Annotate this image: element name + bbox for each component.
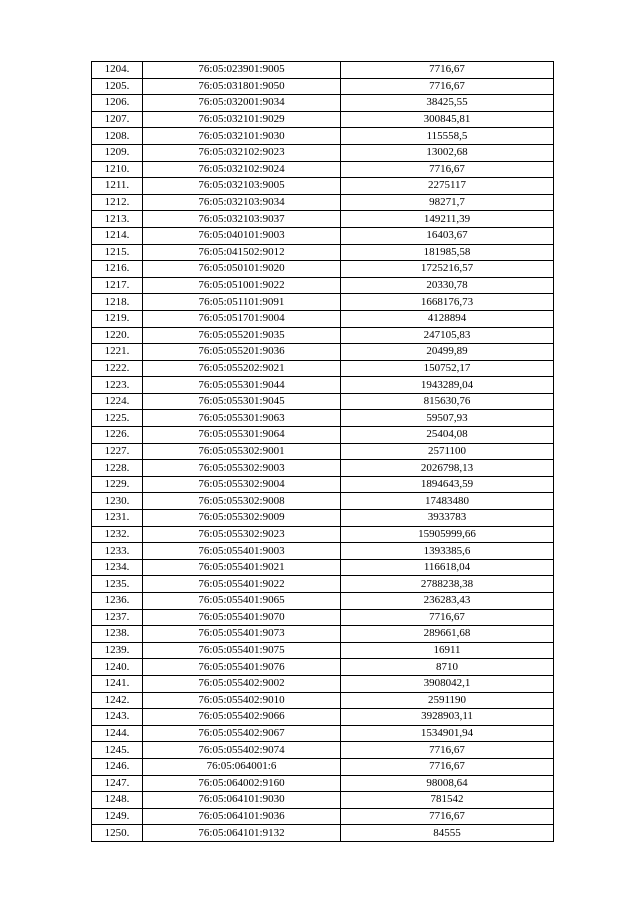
row-number-cell: 1232. xyxy=(92,526,143,543)
row-number-cell: 1245. xyxy=(92,742,143,759)
cadastral-value-cell: 289661,68 xyxy=(341,626,554,643)
cadastral-number-cell: 76:05:055401:9073 xyxy=(143,626,341,643)
cadastral-number-cell: 76:05:055301:9064 xyxy=(143,427,341,444)
row-number-cell: 1233. xyxy=(92,543,143,560)
table-row xyxy=(92,576,554,593)
cadastral-value-cell: 3933783 xyxy=(341,510,554,527)
cadastral-number-cell: 76:05:051101:9091 xyxy=(143,294,341,311)
row-number-cell: 1238. xyxy=(92,626,143,643)
cadastral-number-cell: 76:05:055402:9010 xyxy=(143,692,341,709)
row-number-cell: 1222. xyxy=(92,360,143,377)
table-row xyxy=(92,709,554,726)
cadastral-number-cell: 76:05:055401:9070 xyxy=(143,609,341,626)
cadastral-value-cell: 25404,08 xyxy=(341,427,554,444)
cadastral-number-cell: 76:05:055402:9074 xyxy=(143,742,341,759)
cadastral-value-cell: 2591190 xyxy=(341,692,554,709)
table-row xyxy=(92,692,554,709)
cadastral-number-cell: 76:05:055301:9045 xyxy=(143,393,341,410)
table-row xyxy=(92,559,554,576)
cadastral-value-cell: 3908042,1 xyxy=(341,675,554,692)
cadastral-value-cell: 17483480 xyxy=(341,493,554,510)
table-row xyxy=(92,526,554,543)
row-number-cell: 1235. xyxy=(92,576,143,593)
cadastral-number-cell: 76:05:055302:9009 xyxy=(143,510,341,527)
cadastral-value-cell: 1725216,57 xyxy=(341,261,554,278)
row-number-cell: 1206. xyxy=(92,95,143,112)
row-number-cell: 1216. xyxy=(92,261,143,278)
row-number-cell: 1224. xyxy=(92,393,143,410)
row-number-cell: 1231. xyxy=(92,510,143,527)
row-number-cell: 1247. xyxy=(92,775,143,792)
table-row xyxy=(92,211,554,228)
table-row xyxy=(92,344,554,361)
cadastral-number-cell: 76:05:055401:9076 xyxy=(143,659,341,676)
cadastral-number-cell: 76:05:055302:9001 xyxy=(143,443,341,460)
cadastral-number-cell: 76:05:055401:9065 xyxy=(143,593,341,610)
cadastral-number-cell: 76:05:055302:9023 xyxy=(143,526,341,543)
cadastral-value-cell: 2788238,38 xyxy=(341,576,554,593)
table-row xyxy=(92,161,554,178)
row-number-cell: 1210. xyxy=(92,161,143,178)
cadastral-value-cell: 20499,89 xyxy=(341,344,554,361)
table-row xyxy=(92,808,554,825)
cadastral-value-cell: 236283,43 xyxy=(341,593,554,610)
table-row xyxy=(92,825,554,842)
cadastral-value-cell: 7716,67 xyxy=(341,742,554,759)
cadastral-number-cell: 76:05:032103:9005 xyxy=(143,178,341,195)
row-number-cell: 1244. xyxy=(92,725,143,742)
table-row xyxy=(92,675,554,692)
row-number-cell: 1240. xyxy=(92,659,143,676)
cadastral-value-cell: 13002,68 xyxy=(341,144,554,161)
table-row xyxy=(92,626,554,643)
cadastral-value-table xyxy=(91,61,554,842)
table-row xyxy=(92,510,554,527)
cadastral-number-cell: 76:05:055202:9021 xyxy=(143,360,341,377)
cadastral-value-cell: 98008,64 xyxy=(341,775,554,792)
cadastral-number-cell: 76:05:040101:9003 xyxy=(143,227,341,244)
row-number-cell: 1250. xyxy=(92,825,143,842)
cadastral-number-cell: 76:05:055201:9036 xyxy=(143,344,341,361)
cadastral-number-cell: 76:05:032103:9034 xyxy=(143,194,341,211)
row-number-cell: 1239. xyxy=(92,642,143,659)
row-number-cell: 1205. xyxy=(92,78,143,95)
table-row xyxy=(92,410,554,427)
table-row xyxy=(92,642,554,659)
cadastral-number-cell: 76:05:032103:9037 xyxy=(143,211,341,228)
cadastral-value-cell: 7716,67 xyxy=(341,161,554,178)
cadastral-number-cell: 76:05:064101:9030 xyxy=(143,792,341,809)
cadastral-value-cell: 7716,67 xyxy=(341,609,554,626)
cadastral-value-cell: 16403,67 xyxy=(341,227,554,244)
cadastral-value-cell: 2026798,13 xyxy=(341,460,554,477)
table-row xyxy=(92,310,554,327)
cadastral-value-cell: 300845,81 xyxy=(341,111,554,128)
row-number-cell: 1220. xyxy=(92,327,143,344)
cadastral-value-cell: 181985,58 xyxy=(341,244,554,261)
table-row xyxy=(92,460,554,477)
table-row xyxy=(92,393,554,410)
cadastral-value-cell: 7716,67 xyxy=(341,808,554,825)
row-number-cell: 1219. xyxy=(92,310,143,327)
table-row xyxy=(92,194,554,211)
row-number-cell: 1241. xyxy=(92,675,143,692)
row-number-cell: 1214. xyxy=(92,227,143,244)
cadastral-value-cell: 247105,83 xyxy=(341,327,554,344)
cadastral-value-cell: 7716,67 xyxy=(341,62,554,79)
cadastral-number-cell: 76:05:050101:9020 xyxy=(143,261,341,278)
cadastral-number-cell: 76:05:055301:9063 xyxy=(143,410,341,427)
row-number-cell: 1209. xyxy=(92,144,143,161)
row-number-cell: 1227. xyxy=(92,443,143,460)
cadastral-number-cell: 76:05:032001:9034 xyxy=(143,95,341,112)
table-row xyxy=(92,758,554,775)
cadastral-number-cell: 76:05:055302:9003 xyxy=(143,460,341,477)
row-number-cell: 1207. xyxy=(92,111,143,128)
cadastral-value-cell: 4128894 xyxy=(341,310,554,327)
cadastral-value-cell: 16911 xyxy=(341,642,554,659)
cadastral-value-cell: 7716,67 xyxy=(341,758,554,775)
cadastral-value-cell: 98271,7 xyxy=(341,194,554,211)
row-number-cell: 1208. xyxy=(92,128,143,145)
cadastral-number-cell: 76:05:055402:9002 xyxy=(143,675,341,692)
row-number-cell: 1221. xyxy=(92,344,143,361)
table-row xyxy=(92,725,554,742)
row-number-cell: 1223. xyxy=(92,377,143,394)
cadastral-number-cell: 76:05:055402:9067 xyxy=(143,725,341,742)
row-number-cell: 1249. xyxy=(92,808,143,825)
cadastral-number-cell: 76:05:055401:9075 xyxy=(143,642,341,659)
row-number-cell: 1213. xyxy=(92,211,143,228)
row-number-cell: 1217. xyxy=(92,277,143,294)
cadastral-value-cell: 15905999,66 xyxy=(341,526,554,543)
cadastral-number-cell: 76:05:055402:9066 xyxy=(143,709,341,726)
cadastral-number-cell: 76:05:051001:9022 xyxy=(143,277,341,294)
cadastral-value-cell: 2571100 xyxy=(341,443,554,460)
table-row xyxy=(92,261,554,278)
cadastral-value-cell: 150752,17 xyxy=(341,360,554,377)
table-row xyxy=(92,377,554,394)
cadastral-number-cell: 76:05:064002:9160 xyxy=(143,775,341,792)
cadastral-value-cell: 149211,39 xyxy=(341,211,554,228)
cadastral-value-cell: 1534901,94 xyxy=(341,725,554,742)
cadastral-number-cell: 76:05:051701:9004 xyxy=(143,310,341,327)
cadastral-value-cell: 815630,76 xyxy=(341,393,554,410)
table-body xyxy=(92,62,554,842)
table-row xyxy=(92,95,554,112)
cadastral-number-cell: 76:05:032101:9029 xyxy=(143,111,341,128)
cadastral-number-cell: 76:05:023901:9005 xyxy=(143,62,341,79)
row-number-cell: 1236. xyxy=(92,593,143,610)
row-number-cell: 1248. xyxy=(92,792,143,809)
cadastral-value-cell: 59507,93 xyxy=(341,410,554,427)
cadastral-number-cell: 76:05:055401:9021 xyxy=(143,559,341,576)
table-row xyxy=(92,659,554,676)
row-number-cell: 1215. xyxy=(92,244,143,261)
cadastral-value-cell: 1668176,73 xyxy=(341,294,554,311)
row-number-cell: 1243. xyxy=(92,709,143,726)
row-number-cell: 1234. xyxy=(92,559,143,576)
cadastral-value-cell: 7716,67 xyxy=(341,78,554,95)
cadastral-number-cell: 76:05:064101:9036 xyxy=(143,808,341,825)
row-number-cell: 1242. xyxy=(92,692,143,709)
cadastral-value-cell: 781542 xyxy=(341,792,554,809)
cadastral-value-cell: 20330,78 xyxy=(341,277,554,294)
table-row xyxy=(92,593,554,610)
cadastral-number-cell: 76:05:055302:9008 xyxy=(143,493,341,510)
cadastral-number-cell: 76:05:032102:9024 xyxy=(143,161,341,178)
row-number-cell: 1229. xyxy=(92,476,143,493)
table-row xyxy=(92,775,554,792)
table-row xyxy=(92,277,554,294)
table-row xyxy=(92,78,554,95)
row-number-cell: 1225. xyxy=(92,410,143,427)
cadastral-number-cell: 76:05:055401:9003 xyxy=(143,543,341,560)
cadastral-value-cell: 8710 xyxy=(341,659,554,676)
table-row xyxy=(92,294,554,311)
cadastral-number-cell: 76:05:064101:9132 xyxy=(143,825,341,842)
table-row xyxy=(92,360,554,377)
cadastral-value-cell: 1393385,6 xyxy=(341,543,554,560)
table-row xyxy=(92,178,554,195)
cadastral-value-cell: 115558,5 xyxy=(341,128,554,145)
row-number-cell: 1230. xyxy=(92,493,143,510)
cadastral-number-cell: 76:05:032102:9023 xyxy=(143,144,341,161)
cadastral-number-cell: 76:05:055301:9044 xyxy=(143,377,341,394)
cadastral-number-cell: 76:05:055302:9004 xyxy=(143,476,341,493)
cadastral-number-cell: 76:05:031801:9050 xyxy=(143,78,341,95)
row-number-cell: 1211. xyxy=(92,178,143,195)
cadastral-value-cell: 116618,04 xyxy=(341,559,554,576)
row-number-cell: 1237. xyxy=(92,609,143,626)
table-row xyxy=(92,443,554,460)
cadastral-number-cell: 76:05:055201:9035 xyxy=(143,327,341,344)
table-row xyxy=(92,144,554,161)
cadastral-value-cell: 2275117 xyxy=(341,178,554,195)
table-row xyxy=(92,609,554,626)
table-row xyxy=(92,327,554,344)
table-row xyxy=(92,62,554,79)
cadastral-number-cell: 76:05:041502:9012 xyxy=(143,244,341,261)
row-number-cell: 1218. xyxy=(92,294,143,311)
cadastral-value-cell: 3928903,11 xyxy=(341,709,554,726)
cadastral-value-cell: 38425,55 xyxy=(341,95,554,112)
table-row xyxy=(92,742,554,759)
row-number-cell: 1246. xyxy=(92,758,143,775)
cadastral-value-cell: 84555 xyxy=(341,825,554,842)
table-row xyxy=(92,493,554,510)
row-number-cell: 1204. xyxy=(92,62,143,79)
cadastral-value-cell: 1943289,04 xyxy=(341,377,554,394)
table-row xyxy=(92,244,554,261)
row-number-cell: 1226. xyxy=(92,427,143,444)
table-row xyxy=(92,476,554,493)
table-row xyxy=(92,111,554,128)
row-number-cell: 1212. xyxy=(92,194,143,211)
table-row xyxy=(92,128,554,145)
cadastral-number-cell: 76:05:032101:9030 xyxy=(143,128,341,145)
cadastral-number-cell: 76:05:055401:9022 xyxy=(143,576,341,593)
row-number-cell: 1228. xyxy=(92,460,143,477)
table-row xyxy=(92,543,554,560)
cadastral-value-cell: 1894643,59 xyxy=(341,476,554,493)
table-row xyxy=(92,227,554,244)
table-row xyxy=(92,427,554,444)
table-row xyxy=(92,792,554,809)
cadastral-number-cell: 76:05:064001:6 xyxy=(143,758,341,775)
